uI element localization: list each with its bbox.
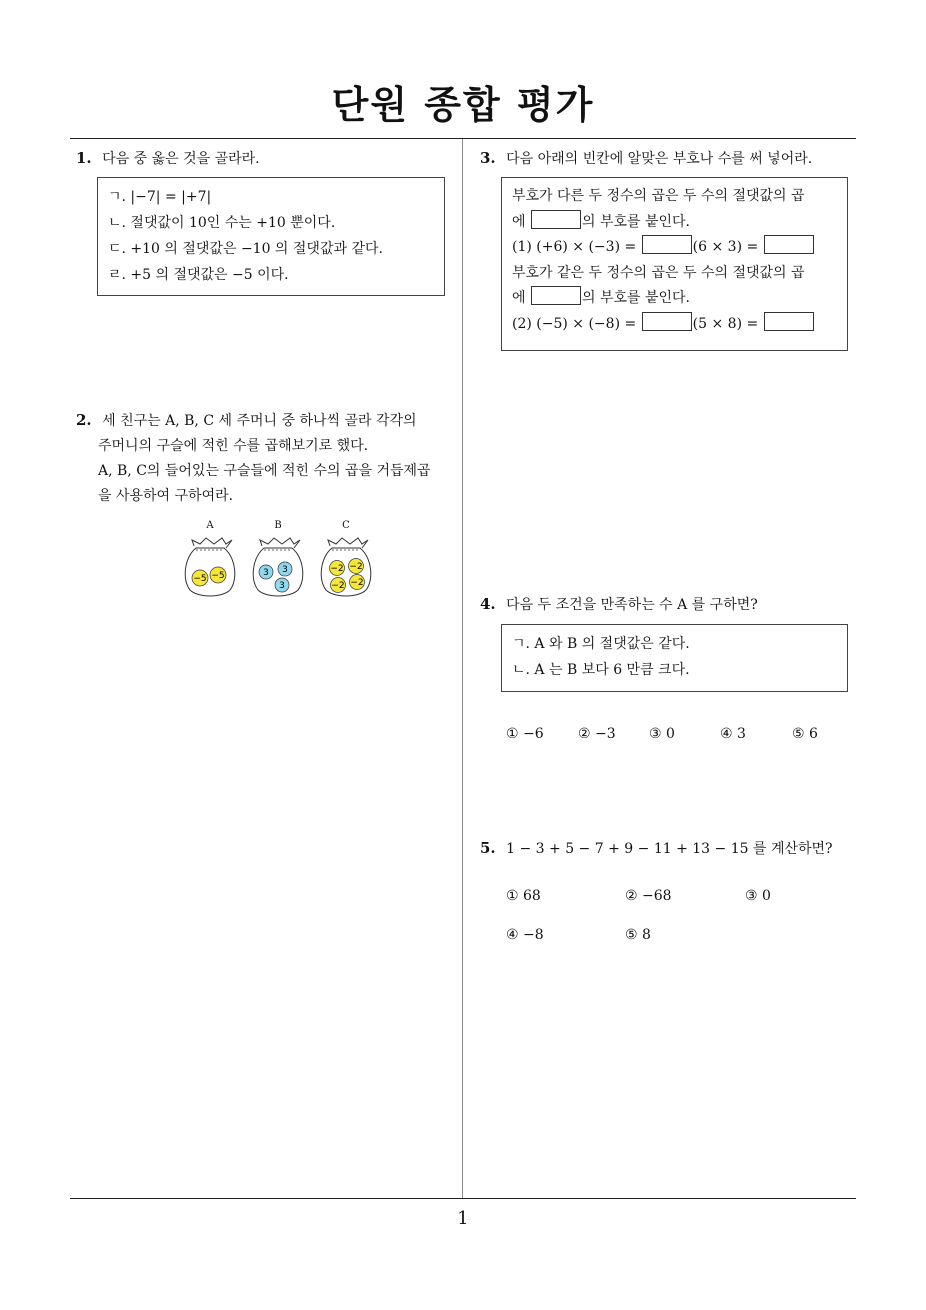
question-number: 5. <box>480 839 496 857</box>
bag-label: A <box>206 520 214 531</box>
example-text: (1) (+6) × (−3) = <box>512 239 637 255</box>
ball-label: 3 <box>279 581 285 591</box>
answer-blank[interactable] <box>531 286 581 305</box>
question-3 <box>480 146 860 172</box>
question-line: 주머니의 구슬에 적힌 수를 곱해보기로 했다. <box>98 438 369 454</box>
question-prompt: 다음 아래의 빈칸에 알맞은 부호나 수를 써 넣어라. <box>506 151 813 167</box>
ball-label: −5 <box>193 574 207 584</box>
question-prompt: 1 − 3 + 5 − 7 + 9 − 11 + 13 − 15 를 계산하면? <box>506 841 833 857</box>
q3-fill-box <box>501 177 848 351</box>
answer-blank[interactable] <box>642 312 692 331</box>
ball-label: −2 <box>349 562 363 572</box>
question-line: 을 사용하여 구하여라. <box>98 488 234 504</box>
question-prompt: 다음 중 옳은 것을 골라라. <box>102 151 260 167</box>
question-5 <box>480 836 860 862</box>
bag-c-illustration <box>316 532 376 602</box>
ball-label: −2 <box>350 578 364 588</box>
question-4 <box>480 592 860 618</box>
rule-text: 의 부호를 붙인다. <box>581 213 691 230</box>
example-text: (6 × 3) = <box>692 239 759 255</box>
bag-c <box>316 520 376 602</box>
page-number: 1 <box>457 1208 469 1229</box>
column-divider <box>462 139 463 1198</box>
q4-conditions-box <box>501 624 848 692</box>
question-number: 1. <box>76 149 92 167</box>
rule-text: 의 부호를 붙인다. <box>581 290 691 306</box>
rule-text: 부호가 다른 두 정수의 곱은 두 수의 절댓값의 곱 <box>512 188 805 204</box>
rule-text: 에 <box>512 290 526 306</box>
rule-text: 에 <box>512 213 526 230</box>
condition-item: ㄴ. A 는 B 보다 6 만큼 크다. <box>512 662 690 678</box>
ball-label: −2 <box>331 581 345 591</box>
question-line: A, B, C의 들어있는 구슬들에 적힌 수의 곱을 거듭제곱 <box>98 463 431 479</box>
bag-label: C <box>342 520 350 531</box>
question-line: 세 친구는 A, B, C 세 주머니 중 하나씩 골라 각각의 <box>102 413 417 429</box>
bag-b <box>248 520 308 602</box>
question-number: 4. <box>480 595 496 613</box>
ball-label: −5 <box>211 571 225 581</box>
ball-label: −2 <box>330 564 344 574</box>
footer-rule <box>70 1198 856 1199</box>
bag-a-illustration <box>180 532 240 602</box>
choice-option[interactable]: ② −3 <box>578 726 616 742</box>
choice-option[interactable]: ⑤ 6 <box>792 726 818 742</box>
example-text: (5 × 8) = <box>692 315 759 332</box>
choice-option[interactable]: ③ 0 <box>649 726 675 742</box>
answer-blank[interactable] <box>642 235 692 254</box>
header-rule <box>70 138 856 139</box>
question-2 <box>76 408 460 509</box>
bag-a <box>180 520 240 602</box>
answer-blank[interactable] <box>764 312 814 331</box>
choice-option[interactable]: ④ 3 <box>720 726 746 742</box>
question-prompt: 다음 두 조건을 만족하는 수 A 를 구하면? <box>506 597 758 613</box>
bag-b-illustration <box>248 532 308 602</box>
option-item: ㄷ. +10 의 절댓값은 −10 의 절댓값과 같다. <box>108 241 383 257</box>
q1-options-box <box>97 177 445 296</box>
choice-option[interactable]: ③ 0 <box>745 888 771 904</box>
answer-blank[interactable] <box>764 235 814 254</box>
ball-label: 3 <box>263 568 269 578</box>
condition-item: ㄱ. A 와 B 의 절댓값은 같다. <box>512 636 690 652</box>
question-1 <box>76 146 456 172</box>
rule-text: 부호가 같은 두 정수의 곱은 두 수의 절댓값의 곱 <box>512 264 805 281</box>
bag-label: B <box>274 520 282 531</box>
choice-option[interactable]: ② −68 <box>625 888 672 904</box>
question-number: 3. <box>480 149 496 167</box>
option-item: ㄱ. |−7| = |+7| <box>108 189 212 205</box>
choice-option[interactable]: ① 68 <box>506 888 541 904</box>
choice-option[interactable]: ① −6 <box>506 726 544 742</box>
option-item: ㄴ. 절댓값이 10인 수는 +10 뿐이다. <box>108 215 336 231</box>
ball-label: 3 <box>282 565 288 575</box>
example-text: (2) (−5) × (−8) = <box>512 315 637 332</box>
option-item: ㄹ. +5 의 절댓값은 −5 이다. <box>108 267 289 283</box>
question-number: 2. <box>76 411 92 429</box>
choice-option[interactable]: ⑤ 8 <box>625 927 651 943</box>
choice-option[interactable]: ④ −8 <box>506 927 544 943</box>
answer-blank[interactable] <box>531 210 581 229</box>
page-title: 단원 종합 평가 <box>331 83 595 127</box>
